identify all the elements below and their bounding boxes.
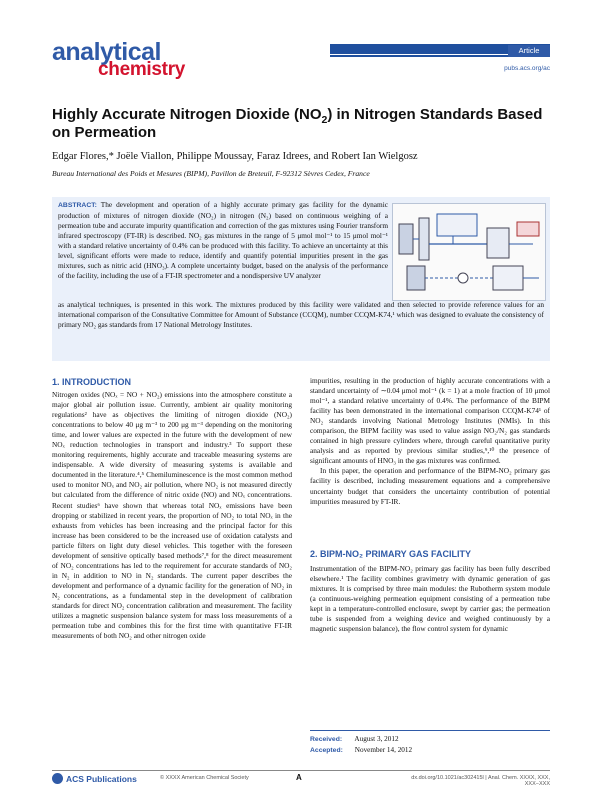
abstract-box (52, 197, 550, 361)
article-type-tab: Article (508, 45, 550, 57)
journal-logo-line1: analytical (52, 38, 161, 66)
received-date: August 3, 2012 (354, 735, 399, 743)
facility-paragraph: Instrumentation of the BIPM-NO₂ primary gas facility has been fully described elsewhere.¹ The facility combines gravimetry with dynamic generation of gas mixtures. It is comprised by three main modules: the Rubotherm system module (a continuous-weighing permeation equipment consisting of a permeation tube kept in a temperature-controlled enclosure, swept by carrier gas; the permeation tube is suspended from a weighing device and weighed continuously by a magnetic suspension balance), the flow control system for dynamic (310, 564, 550, 634)
journal-logo-line2: chemistry (98, 59, 186, 80)
doi-citation[interactable]: dx.doi.org/10.1021/ac302415l | Anal. Chem. XXXX, XXX, XXX−XXX (411, 775, 550, 787)
author-list: Edgar Flores,* Joële Viallon, Philippe Moussay, Faraz Idrees, and Robert Ian Wielgosz (52, 151, 418, 162)
received-label: Received: (310, 736, 343, 743)
section-heading-introduction: 1. INTRODUCTION (52, 377, 132, 387)
copyright: © XXXX American Chemical Society (160, 775, 249, 781)
accepted-date: November 14, 2012 (354, 746, 413, 754)
abstract-label: ABSTRACT: (58, 202, 97, 209)
publication-dates (310, 734, 550, 756)
affiliation: Bureau International des Poids et Mesures (BIPM), Pavillon de Breteuil, F-92312 Sèvres Cedex, France (52, 169, 370, 178)
intro-column-2 (310, 376, 550, 507)
abstract-text-top: ABSTRACT: The development and operation of a highly accurate primary gas facility for the dynamic production of mixtures of nitrogen dioxide (NO₂) in nitrogen (N₂) based on continuous weighing of a permeation tube and accurate impurity quantification and correction of the gas mixtures using Fourier transform infrared spectroscopy (FT-IR) is described. NO₂ gas mixtures in the range of 5 μmol mol⁻¹ to 15 μmol mol⁻¹ with a standard relative uncertainty of 0.4% can be produced with this facility. To achieve an uncertainty at this level, significant efforts were made to reduce, identify and quantify potential impurities present in the gas mixtures, such as nitric acid (HNO₃). A complete uncertainty budget, based on the analysis of the performance of the facility, including the use of a FT-IR spectrometer and a nondispersive UV analyzer (58, 200, 388, 281)
section-heading-facility: 2. BIPM-NO₂ PRIMARY GAS FACILITY (310, 549, 472, 559)
intro-paragraph-2: impurities, resulting in the production of highly accurate concentrations with a standard uncertainty of ∼0.04 μmol mol⁻¹ (k = 1) at a mole fraction of 10 μmol mol⁻¹, a standard relative uncertainty of 0.4%. The performance of the BIPM facility has been demonstrated in the international comparison CCQM-K74¹ of NO₂ standards involving National Metrology Institutes (NMIs). In this comparison, the BIPM facility was used to value assign NO₂/N₂ gas standards contained in high pressure cylinders where, through careful quantitative purity analysis and as reported by previous similar studies,⁹,¹⁰ the presence of significant amounts of HNO₃ in the gas mixtures was confirmed. (310, 376, 550, 466)
dates-divider (310, 730, 550, 731)
acs-logo-icon (52, 773, 63, 784)
journal-url[interactable]: pubs.acs.org/ac (504, 65, 550, 72)
paper-title: Highly Accurate Nitrogen Dioxide $(NO_2)$ in Nitrogen Standards Based on Permeation (52, 106, 543, 141)
publisher-name: ACS Publications (66, 774, 137, 784)
abstract-text-bottom: as analytical techniques, is presented in this work. The mixtures produced by this facility were validated and then selected to provide reference values for an international comparison of the Consultative Committee for Amount of Substance (CCQM), number CCQM-K74,¹ which was designed to evaluate the consistency of primary NO₂ gas standards from 17 National Metrology Institutes. (58, 300, 544, 330)
page-letter: A (296, 773, 302, 782)
footer-divider (52, 770, 550, 771)
facility-schematic-graphic (393, 204, 545, 300)
accepted-label: Accepted: (310, 747, 343, 754)
intro-paragraph-1: Nitrogen oxides (NOₓ = NO + NO₂) emissions into the atmosphere constitute a major global air pollution issue. Currently, ambient air quality monitoring regulations² have as objectives the limiting of nitrogen dioxide (NO₂) concentrations to below 40 μg m⁻³ to 200 μg m⁻³ depending on the monitoring time, and lower values are expected in the future with the development of new NOₓ reduction technologies in transport and industry.³ To support these monitoring requirements, highly accurate and traceable measuring systems are indispensable. A wide diversity of measuring systems is available and documented in the literature.⁴,⁵ Chemiluminescence is the most common method used to monitor NOₓ and NO₂ air pollution, where NO₂ is not measured directly but calculated from the difference of nitric oxide (NO) and NOₓ concentrations. Recent studies⁶ have shown that whereas total NOₓ emissions have been dropping or stabilized in recent years, the proportion of NO₂ to total NOₓ in the exhausts from vehicles has been increasing and the principal factor for this increase has been considered to be the increased use of oxidation catalysts and particle filters on light duty diesel vehicles. This together with the foreseen development of sensitive optically based methods⁷,⁸ for the direct measurement of NO₂ concentrations has led to the requirement for accurate standards of NO₂ in N₂ in addition to NO in N₂ standards. The current paper describes the development and performance of a dynamic facility for the generation of NO₂ in N₂ concentrations, as a fundamental step in the development of calibration standards for direct NO₂ concentration calibration and measurement. The facility utilizes a magnetic suspension balance system for mass loss measurements of a permeation tube and combines this for the first time with quantitative FT-IR measurements of both NO₂ and other nitrogen oxide (52, 390, 292, 641)
toc-graphic (392, 203, 546, 301)
intro-paragraph-3: In this paper, the operation and performance of the BIPM-NO₂ primary gas facility is described, including measurement equations and a comprehensive uncertainty budget that considers the uncertainty contribution of potential impurities measured by FT-IR. (310, 466, 550, 506)
